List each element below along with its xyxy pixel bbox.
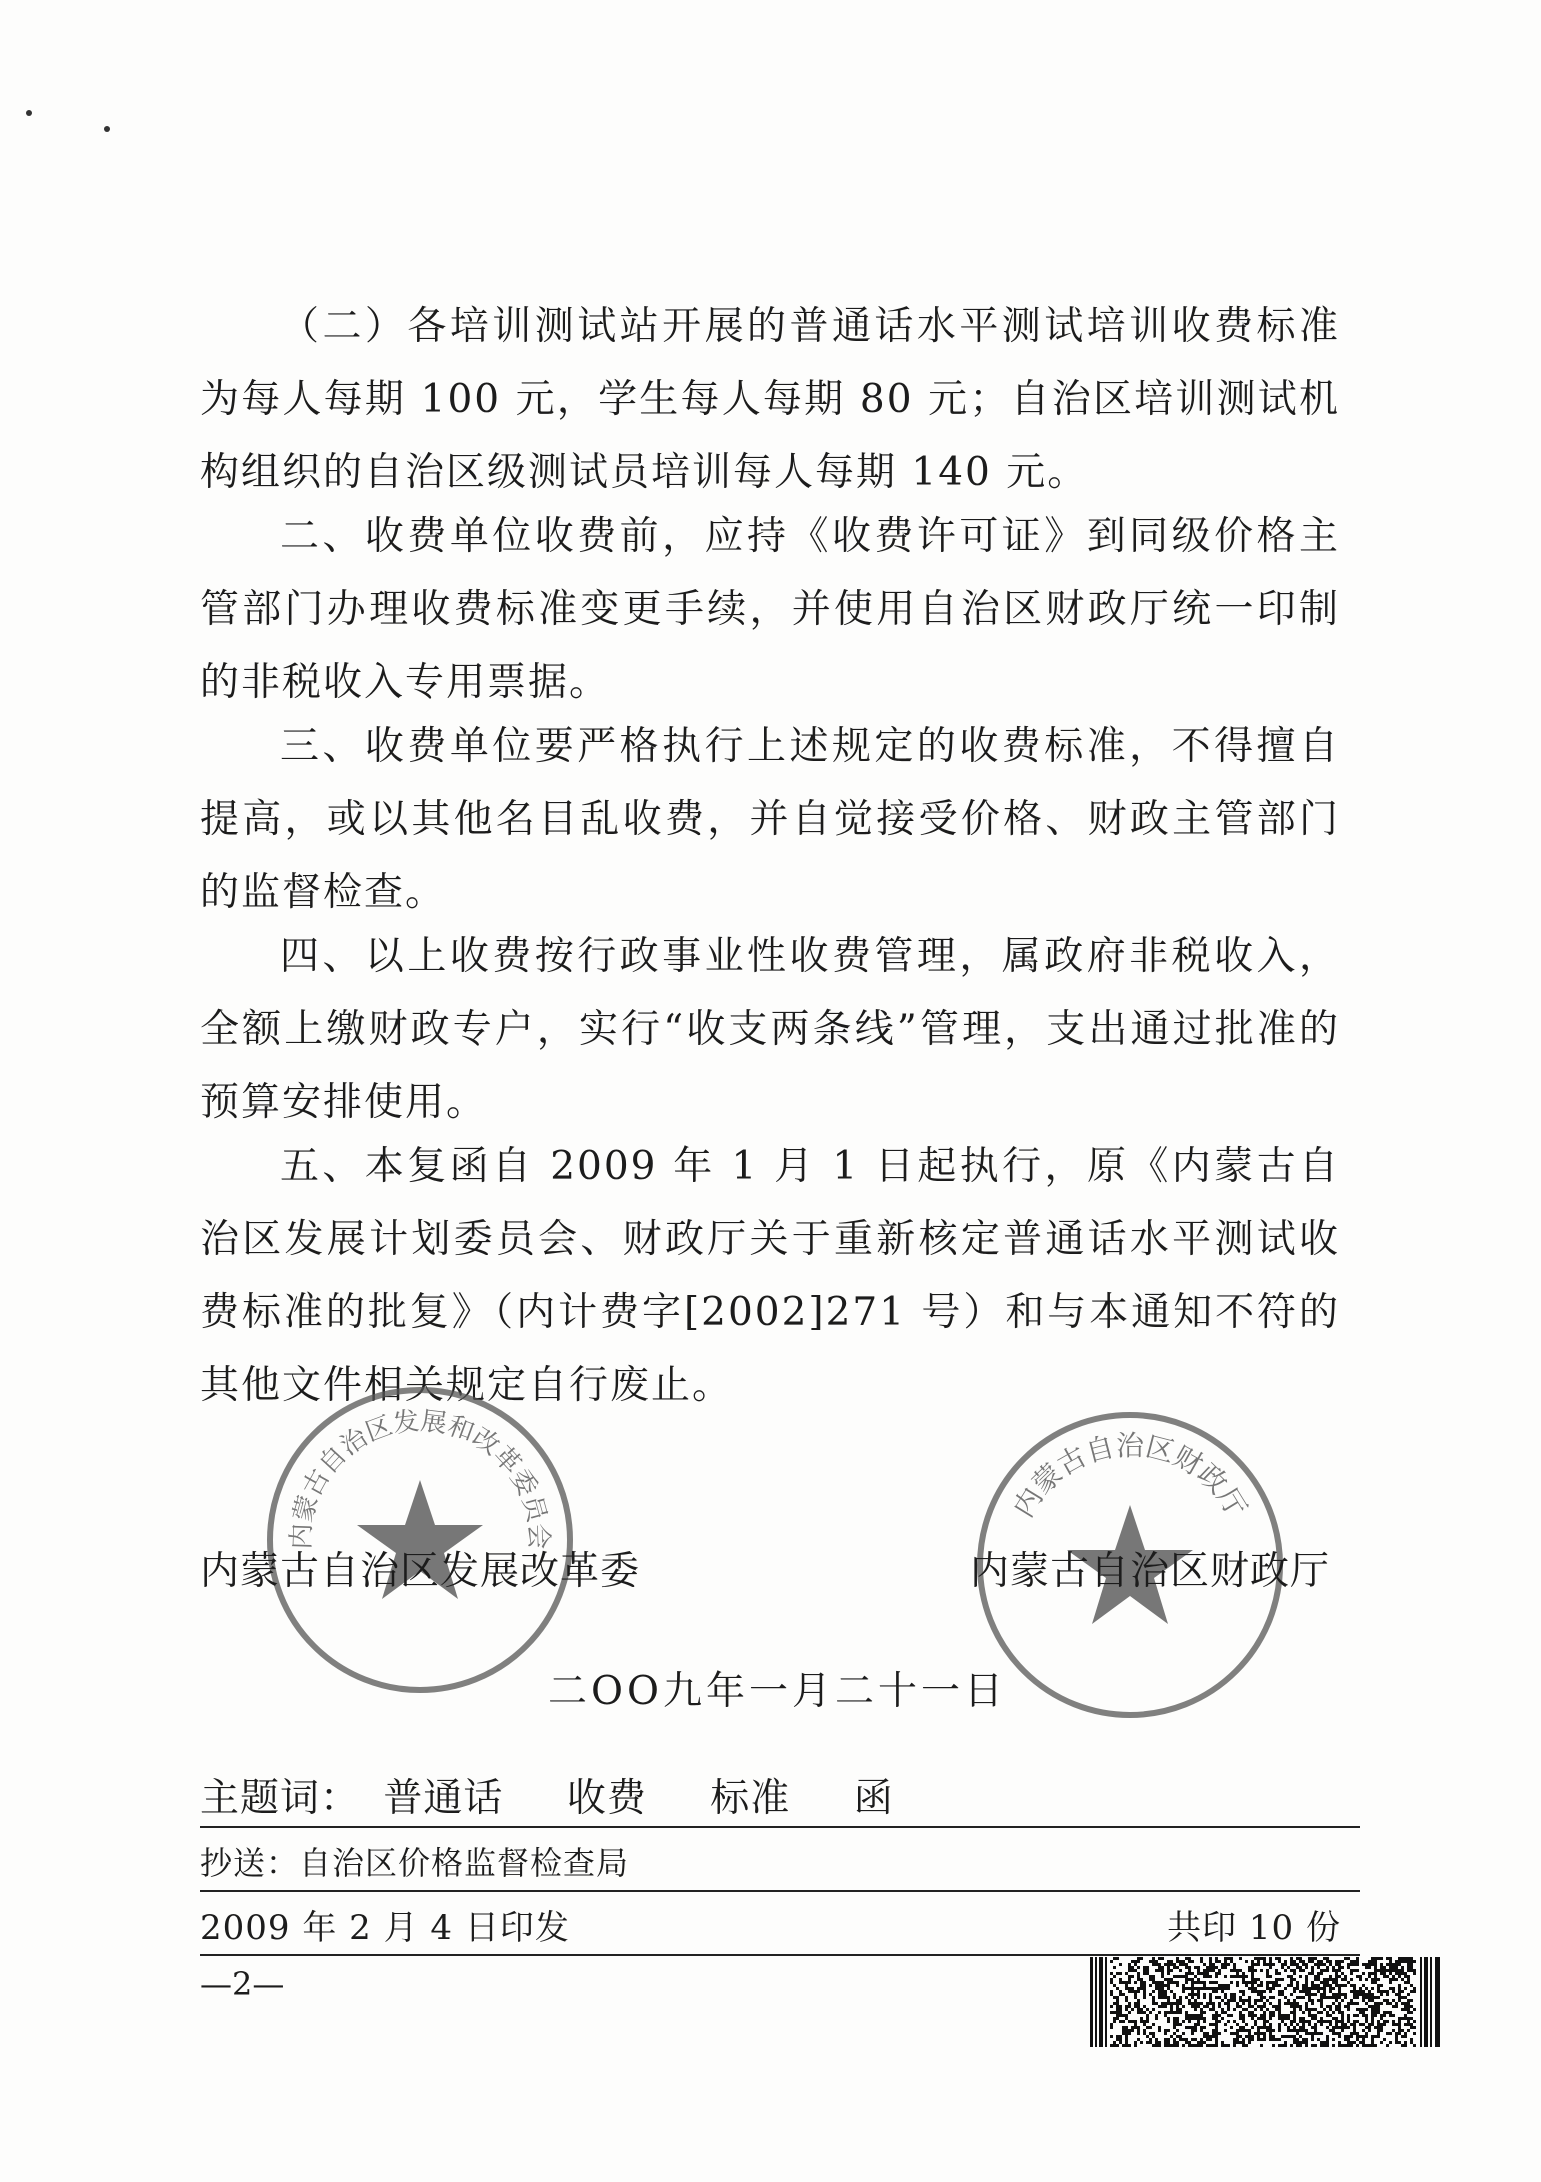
scan-speck: [104, 126, 110, 132]
print-date: 2009 年 2 月 4 日印发: [200, 1908, 570, 1948]
divider-line: [200, 1826, 1360, 1828]
page-number: —2—: [200, 1965, 285, 2003]
divider-line: [200, 1954, 1360, 1956]
keyword: 函: [853, 1776, 894, 1821]
keyword: 普通话: [383, 1776, 504, 1821]
divider-line: [200, 1890, 1360, 1892]
keyword: 标准: [710, 1776, 791, 1821]
keywords-line: [200, 1767, 944, 1823]
keyword: 收费: [566, 1776, 647, 1821]
signature-left-org: 内蒙古自治区发展改革委: [200, 1549, 641, 1594]
paragraph-5: 五、本复函自 2009 年 1 月 1 日起执行，原《内蒙古自治区发展计划委员会、财政厅关于重新核定普通话水平测试收费标准的批复》（内计费字[2002]271 号）和与本通知不符的其他文件相关规定自行废止。: [200, 1144, 1340, 1408]
paragraph-4: 四、以上收费按行政事业性收费管理，属政府非税收入，全额上缴财政专户，实行“收支两条线”管理，支出通过批准的预算安排使用。: [200, 934, 1340, 1125]
keywords-label: 主题词：: [200, 1776, 361, 1821]
paragraph-1: （二）各培训测试站开展的普通话水平测试培训收费标准为每人每期 100 元，学生每人每期 80 元；自治区培训测试机构组织的自治区级测试员培训每人每期 140 元。: [200, 304, 1340, 495]
paragraph-3: 三、收费单位要严格执行上述规定的收费标准，不得擅自提高，或以其他名目乱收费，并自觉接受价格、财政主管部门的监督检查。: [200, 724, 1340, 915]
issue-date: 二OO九年一月二十一日: [548, 1669, 1007, 1714]
signature-right-org: 内蒙古自治区财政厅: [970, 1549, 1331, 1594]
barcode-image: [1090, 1957, 1442, 2047]
scan-speck: [26, 110, 32, 116]
cc-line: 抄送：自治区价格监督检查局: [200, 1844, 630, 1882]
copies-count: 共印 10 份: [1167, 1908, 1341, 1948]
seal-right-text: 内蒙古自治区财政厅: [1006, 1429, 1254, 1524]
paragraph-2: 二、收费单位收费前，应持《收费许可证》到同级价格主管部门办理收费标准变更手续，并使用自治区财政厅统一印制的非税收入专用票据。: [200, 514, 1340, 705]
seal-left-text: 内蒙古自治区发展和改革委员会: [286, 1406, 554, 1550]
